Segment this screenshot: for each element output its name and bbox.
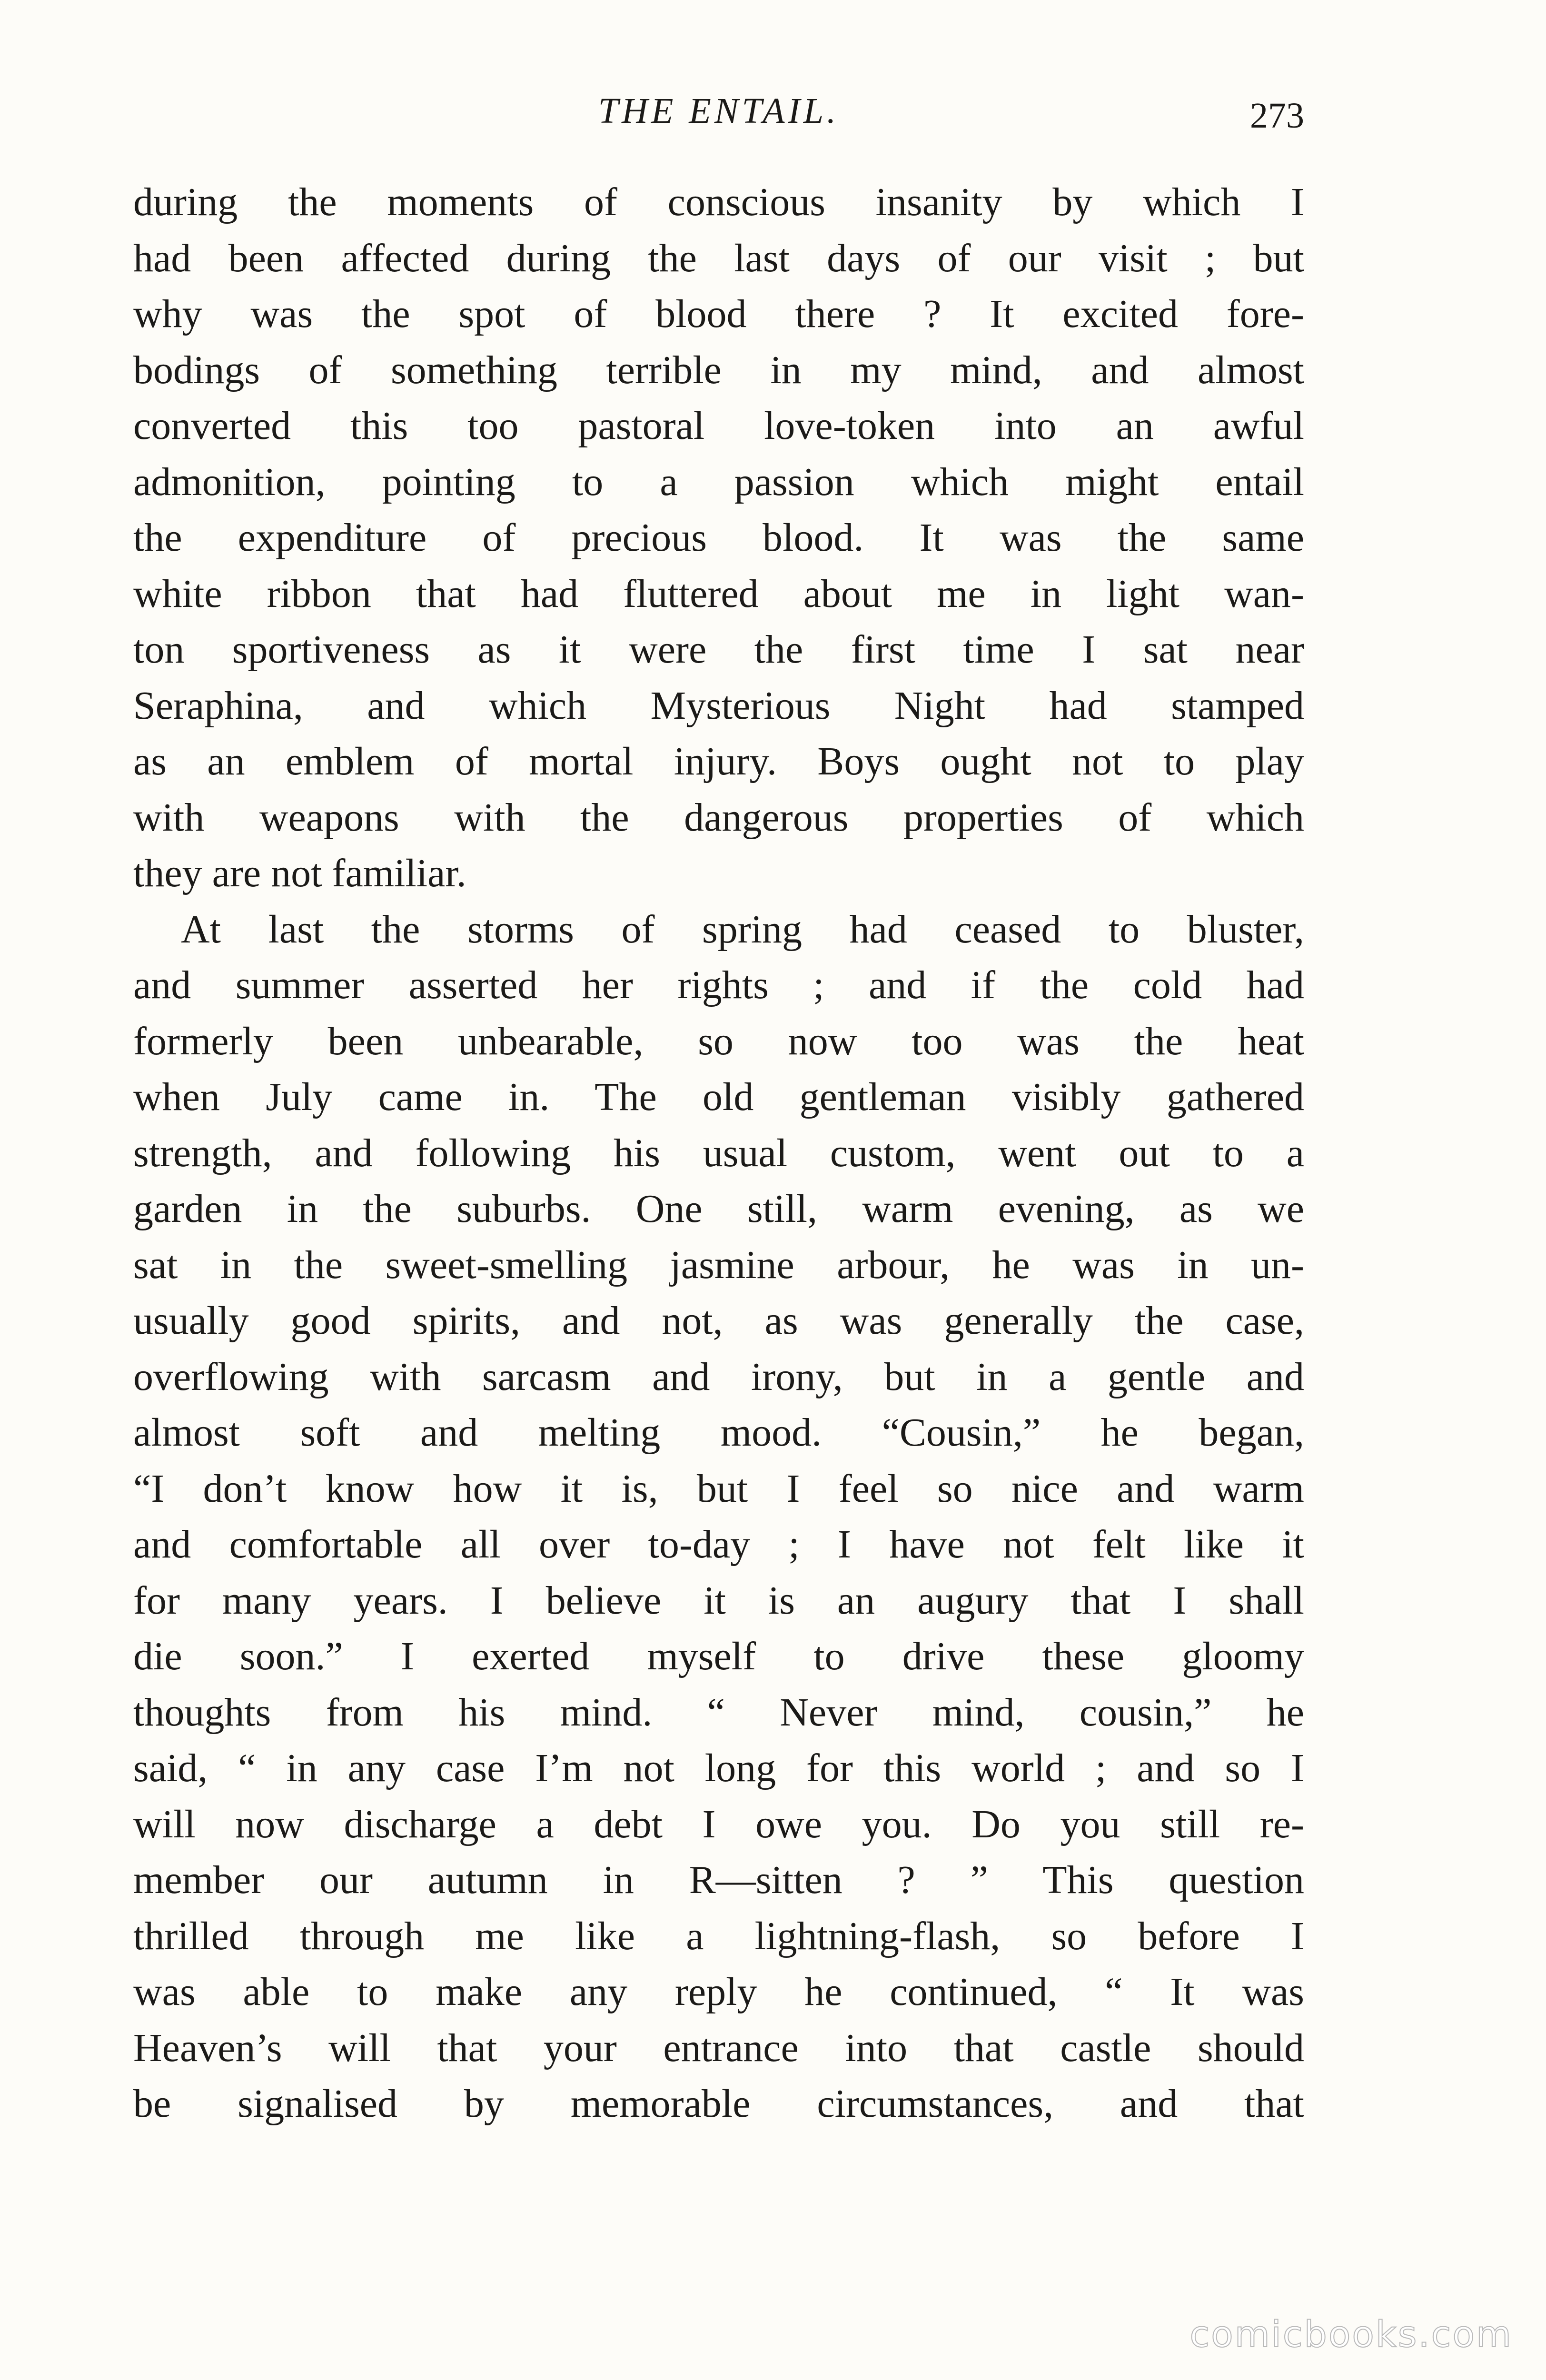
text-line: as an emblem of mortal injury. Boys ought not to play — [133, 739, 1304, 783]
text-line: die soon.” I exerted myself to drive these gloomy — [133, 1634, 1304, 1678]
text-line: thrilled through me like a lightning-flash, so before I — [133, 1914, 1304, 1958]
running-title: THE ENTAIL. — [598, 91, 840, 131]
text-line: strength, and following his usual custom, went out to a — [133, 1130, 1304, 1175]
paragraph-1 — [133, 174, 1304, 902]
text-line: with weapons with the dangerous properties of which — [133, 795, 1304, 840]
text-line: sat in the sweet-smelling jasmine arbour, he was in un- — [133, 1242, 1304, 1287]
text-line: and comfortable all over to-day ; I have not felt like it — [133, 1522, 1304, 1567]
text-line: bodings of something terrible in my mind, and almost — [133, 347, 1304, 392]
text-line: ton sportiveness as it were the first time I sat near — [133, 627, 1304, 672]
text-line: they are not familiar. — [133, 851, 466, 895]
text-line: be signalised by memorable circumstances, and that — [133, 2082, 1304, 2126]
text-line: thoughts from his mind. “ Never mind, cousin,” he — [133, 1690, 1304, 1735]
watermark: comicbooks.com — [1189, 2313, 1513, 2355]
text-line: “I don’t know how it is, but I feel so nice and warm — [133, 1466, 1304, 1511]
page-number: 273 — [1250, 96, 1304, 136]
text-line: when July came in. The old gentleman visibly gathered — [133, 1075, 1304, 1119]
text-line: will now discharge a debt I owe you. Do you still re- — [133, 1802, 1304, 1846]
text-line: admonition, pointing to a passion which might entail — [133, 459, 1304, 504]
text-line: was able to make any reply he continued, “ It was — [133, 1970, 1304, 2014]
text-line: Heaven’s will that your entrance into that castle should — [133, 2025, 1304, 2070]
text-line: garden in the suburbs. One still, warm evening, as we — [133, 1187, 1304, 1231]
text-line: the expenditure of precious blood. It was the same — [133, 516, 1304, 560]
text-line: for many years. I believe it is an augury that I shall — [133, 1578, 1304, 1623]
text-line: why was the spot of blood there ? It excited fore- — [133, 292, 1304, 336]
running-head — [133, 85, 1304, 137]
text-line: white ribbon that had fluttered about me in light wan- — [133, 571, 1304, 616]
text-line: had been affected during the last days of our visit ; but — [133, 236, 1304, 280]
text-line: member our autumn in R—sitten ? ” This question — [133, 1858, 1304, 1902]
text-line: said, “ in any case I’m not long for this world ; and so I — [133, 1746, 1304, 1790]
text-line: and summer asserted her rights ; and if the cold had — [133, 963, 1304, 1007]
text-line: At last the storms of spring had ceased to bluster, — [181, 907, 1304, 952]
text-line: formerly been unbearable, so now too was the heat — [133, 1019, 1304, 1063]
text-line: overflowing with sarcasm and irony, but in a gentle and — [133, 1354, 1304, 1399]
body-text — [133, 174, 1304, 2132]
paragraph-2 — [133, 902, 1304, 2132]
text-line: almost soft and melting mood. “Cousin,” he began, — [133, 1410, 1304, 1455]
text-line: converted this too pastoral love-token into an awful — [133, 404, 1304, 448]
text-line: during the moments of conscious insanity by which I — [133, 180, 1304, 224]
text-line: usually good spirits, and not, as was generally the case, — [133, 1299, 1304, 1343]
text-line: Seraphina, and which Mysterious Night had stamped — [133, 683, 1304, 728]
